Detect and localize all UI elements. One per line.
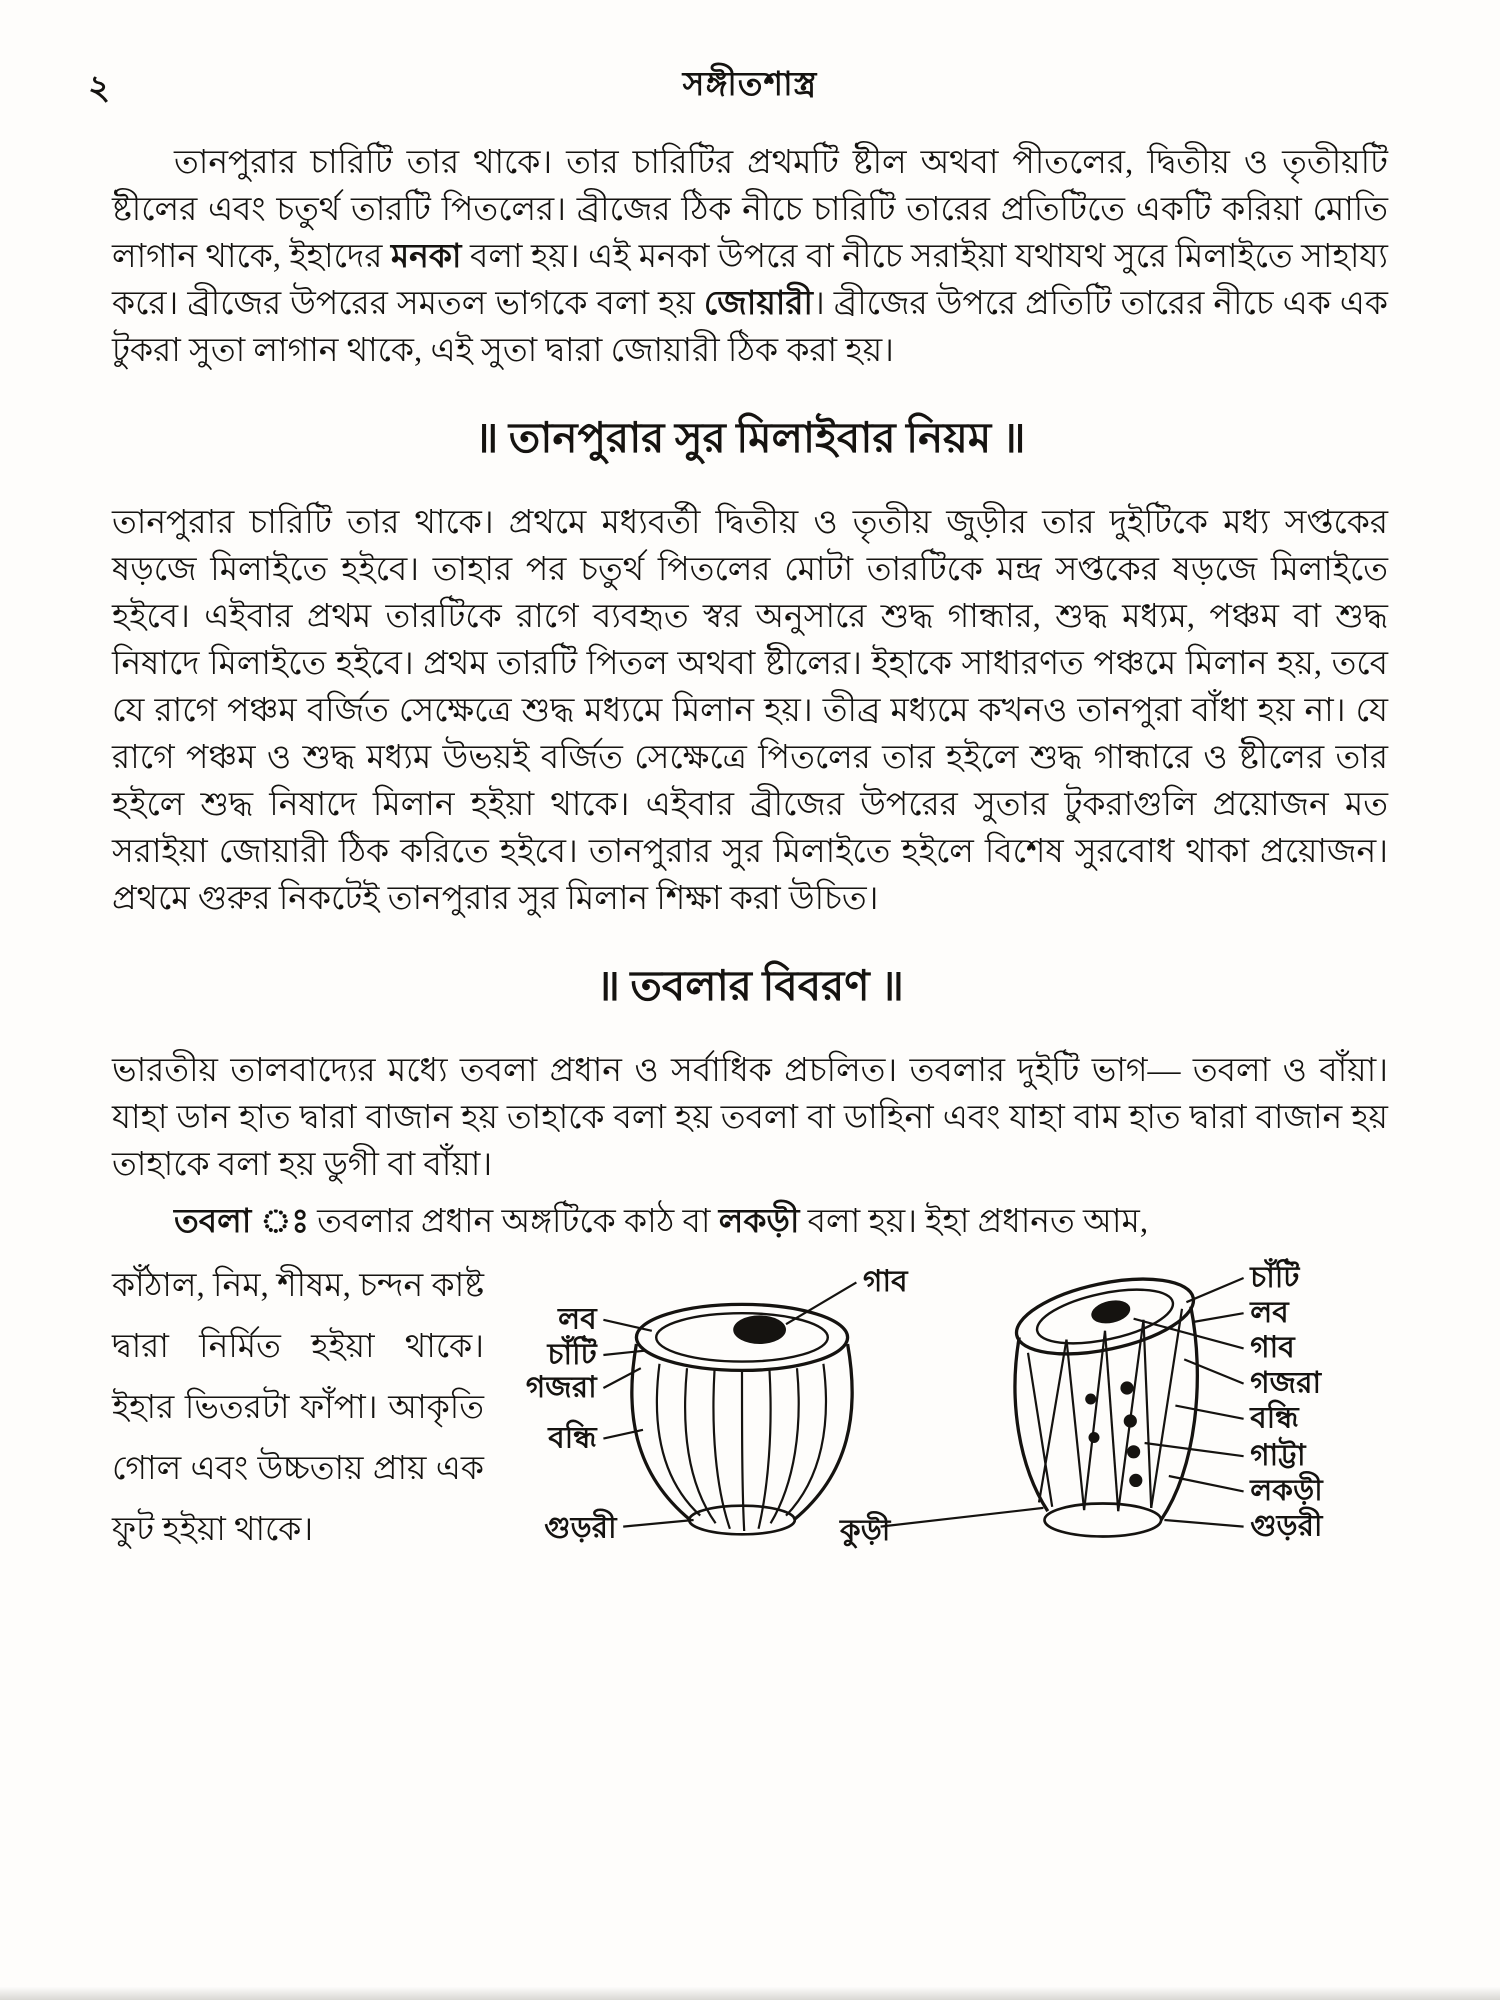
text-and-illustration-row <box>112 1256 1388 1586</box>
paragraph-tabla-intro: ভারতীয় তালবাদ্যের মধ্যে তবলা প্রধান ও সর্বাধিক প্রচলিত। তবলার দুইটি ভাগ— তবলা ও বাঁয়া। যাহা ডান হাত দ্বারা বাজান হয় তাহাকে বলা হয় তবলা বা ডাহিনা এবং যাহা বাম হাত দ্বারা বাজান হয় তাহাকে বলা হয় ডুগী বা বাঁয়া। <box>112 1053 1388 1183</box>
label-chati-right: চাঁটি <box>1250 1261 1300 1294</box>
text-segment: তবলার প্রধান অঙ্গটিকে কাঠ বা <box>317 1204 719 1240</box>
text-segment: বলা হয়। ইহা প্রধানত আম, <box>799 1204 1149 1240</box>
tabla-illustration <box>500 1256 1388 1586</box>
text-segment: বলা হয়। এই মনকা উপরে বা নীচে সরাইয়া যথাযথ সুরে মিলাইতে সাহায্য করে। ব্রীজের উপরের সমতল ভাগকে বলা হয় <box>112 239 1388 322</box>
label-chati-left: চাঁটি <box>547 1338 597 1371</box>
label-gojra-right: গজরা <box>1250 1367 1322 1400</box>
paragraph-tanpura-tuning: তানপুরার চারিটি তার থাকে। প্রথমে মধ্যবর্তী দ্বিতীয় ও তৃতীয় জুড়ীর তার দুইটিকে মধ্য সপ্তকের ষড়জে মিলাইতে হইবে। তাহার পর চতুর্থ পিতলের মোটা তারটিকে মন্দ্র সপ্তকের ষড়জে মিলাইতে হইবে। এইবার প্রথম তারটিকে রাগে ব্যবহৃত স্বর অনুসারে শুদ্ধ গান্ধার, শুদ্ধ মধ্যম, পঞ্চম বা শুদ্ধ নিষাদে মিলাইতে হইবে। প্রথম তারটি পিতল অথবা ষ্টীলের। ইহাকে সাধারণত পঞ্চমে মিলান হয়, তবে যে রাগে পঞ্চম বর্জিত সেক্ষেত্রে শুদ্ধ মধ্যমে মিলান হয়। তীব্র মধ্যমে কখনও তানপুরা বাঁধা হয় না। যে রাগে পঞ্চম ও শুদ্ধ মধ্যম উভয়ই বর্জিত সেক্ষেত্রে পিতলের তার হইলে শুদ্ধ গান্ধারে ও ষ্টীলের তার হইলে শুদ্ধ নিষাদে মিলান হইয়া থাকে। এইবার ব্রীজের উপরের সুতার টুকরাগুলি প্রয়োজন মত সরাইয়া জোয়ারী ঠিক করিতে হইবে। তানপুরার সুর মিলাইতে হইলে বিশেষ সুরবোধ থাকা প্রয়োজন। প্রথমে গুরুর নিকটেই তানপুরার সুর মিলান শিক্ষা করা উচিত। <box>112 505 1388 917</box>
paragraph-tabla-wood-continued: কাঁঠাল, নিম, শীষম, চন্দন কাষ্ট দ্বারা নির্মিত হইয়া থাকে। ইহার ভিতরটা ফাঁপা। আকৃতি গোল এবং উচ্চতায় প্রায় এক ফুট হইয়া থাকে। <box>112 1268 484 1548</box>
label-gudri-left: গুড়রী <box>544 1512 617 1545</box>
text-segment: । ব্রীজের উপরে প্রতিটি তারের নীচে এক এক টুকরা সুতা লাগান থাকে, এই সুতা দ্বারা জোয়ারী ঠিক করা হয়। <box>112 286 1388 369</box>
heading-tabla-description: ॥ তবলার বিবরণ ॥ <box>596 964 904 1010</box>
left-tabla-drawing <box>632 1304 852 1534</box>
label-gudri-right: গুড়রী <box>1250 1510 1323 1543</box>
label-gatta-right: গাট্টা <box>1250 1440 1306 1472</box>
term-monka: মনকা <box>390 239 462 275</box>
label-gab-right: গাব <box>1250 1332 1295 1365</box>
scan-edge-shadow <box>0 1986 1500 2000</box>
term-tabla-lead: তবলা ঃ <box>174 1204 318 1240</box>
label-bondhi-left: বন্ধি <box>548 1422 597 1455</box>
label-kuri: কুড়ী <box>839 1514 891 1547</box>
page-title: সঙ্গীতশাস্ত্র <box>682 67 818 103</box>
label-gojra-left: গজরা <box>525 1371 597 1404</box>
gab-spot-right <box>1089 1297 1132 1327</box>
label-lob-left: লব <box>558 1303 597 1336</box>
label-bondhi-right: বন্ধি <box>1250 1402 1299 1435</box>
label-gab-top: গাব <box>863 1266 908 1299</box>
paragraph-tabla-wood <box>112 1199 1388 1246</box>
right-tabla-drawing <box>1010 1265 1200 1536</box>
paragraph-tanpura-strings <box>112 140 1388 375</box>
label-lob-right: লব <box>1250 1297 1289 1329</box>
gab-spot-left <box>733 1315 786 1344</box>
text-segment: তানপুরার চারিটি তার থাকে। তার চারিটির প্রথমটি ষ্টীল অথবা পীতলের, দ্বিতীয় ও তৃতীয়টি ষ্টীলের এবং চতুর্থ তারটি পিতলের। ব্রীজের ঠিক নীচে চারিটি তারের প্রতিটিতে একটি করিয়া মোতি লাগান থাকে, ইহাদের <box>112 145 1388 275</box>
label-lokri-right: লকড়ী <box>1250 1475 1323 1508</box>
term-lokri: লকড়ী <box>718 1204 800 1240</box>
heading-tanpura-tuning: ॥ তানপুরার সুর মিলাইবার নিয়ম ॥ <box>474 416 1026 462</box>
term-joari: জোয়ারী <box>703 286 813 322</box>
tabla-diagram-svg <box>500 1256 1380 1586</box>
page-number: ২ <box>88 70 111 107</box>
